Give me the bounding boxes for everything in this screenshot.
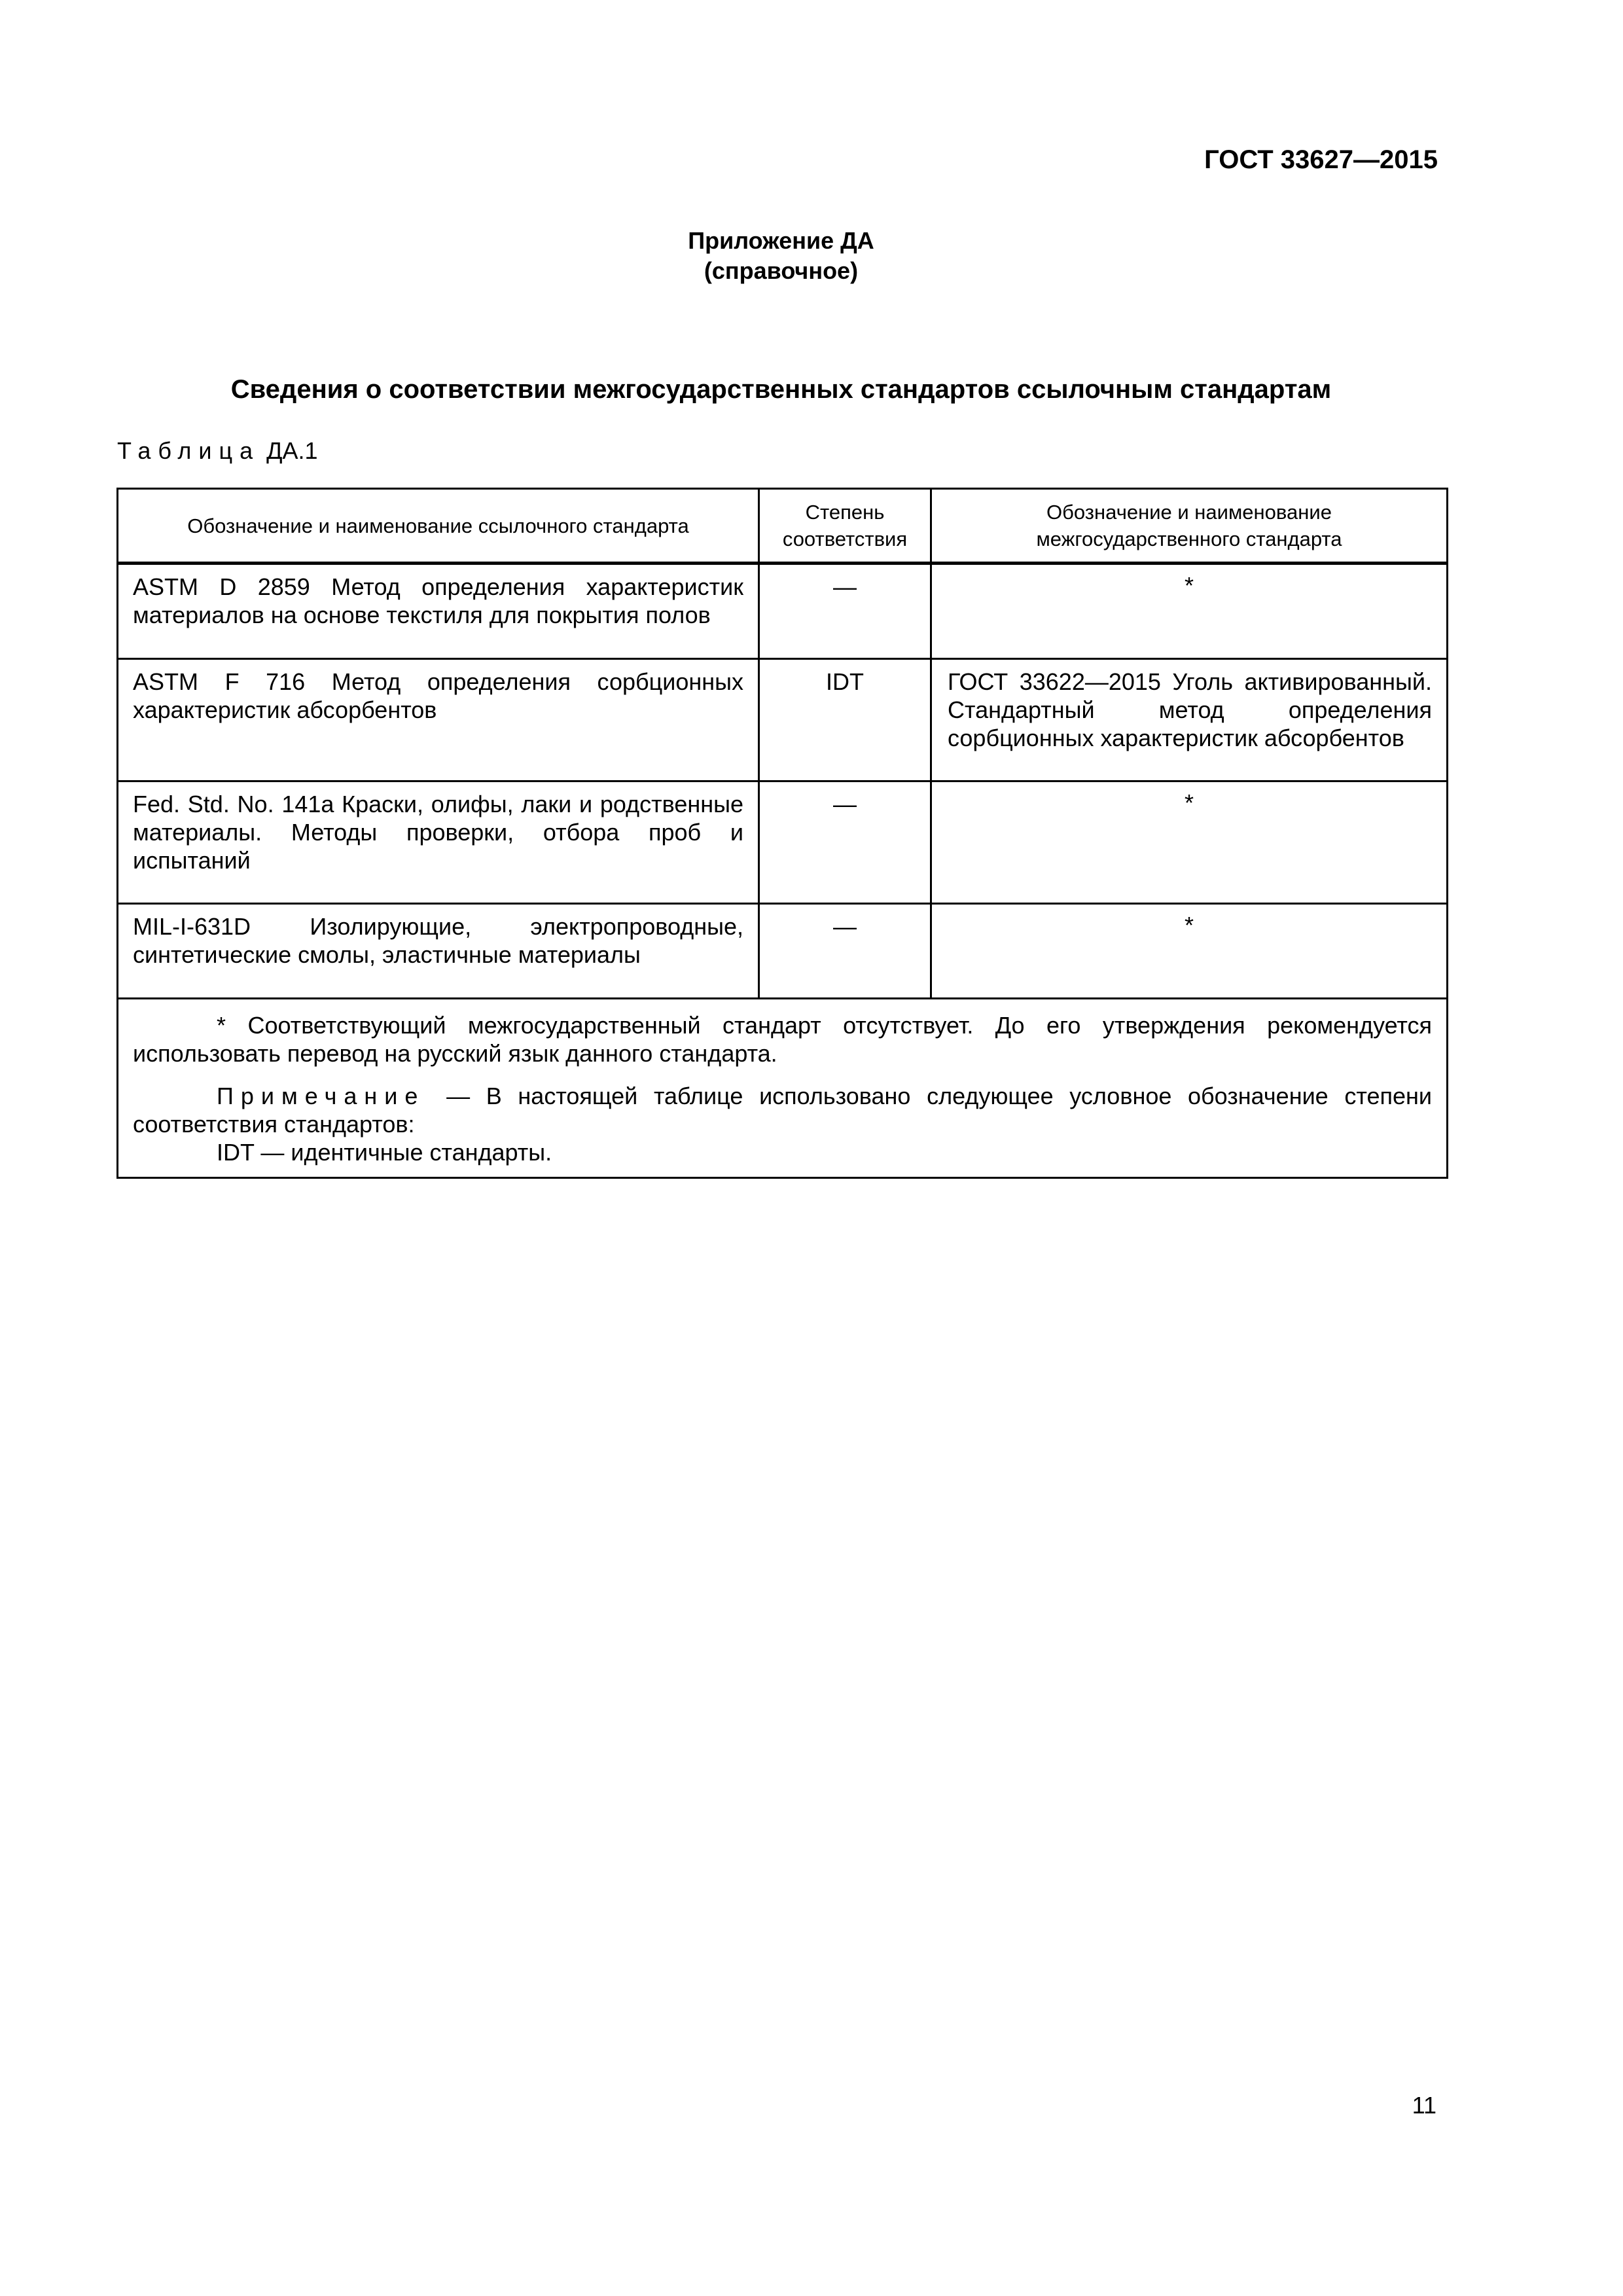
- table-label: [117, 437, 318, 465]
- interstate-standard-cell: *: [931, 781, 1448, 904]
- reference-standard-cell: Fed. Std. No. 141a Краски, олифы, лаки и родственные материалы. Методы проверки, отбора проб и испытаний: [118, 781, 759, 904]
- interstate-standard-cell: ГОСТ 33622—2015 Уголь активированный. Стандартный метод определения сорбционных характеристик абсорбентов: [931, 659, 1448, 781]
- table-note: [133, 1082, 1432, 1138]
- appendix-heading: [0, 226, 1562, 286]
- conformity-degree-cell: —: [759, 904, 931, 999]
- table-row: [118, 659, 1448, 781]
- appendix-subtitle: (справочное): [704, 257, 859, 284]
- table-label-number: ДА.1: [266, 437, 318, 464]
- note-word: Примечание: [217, 1083, 425, 1109]
- reference-standard-cell: MIL-I-631D Изолирующие, электропроводные, синтетические смолы, эластичные материалы: [118, 904, 759, 999]
- reference-standard-cell: ASTM F 716 Метод определения сорбционных характеристик абсорбентов: [118, 659, 759, 781]
- table-row: [118, 904, 1448, 999]
- header-reference-standard: Обозначение и наименование ссылочного стандарта: [118, 489, 759, 564]
- table-header-row: [118, 489, 1448, 564]
- page-number: 11: [1412, 2092, 1436, 2119]
- appendix-title: Приложение ДА: [688, 227, 874, 254]
- interstate-standard-cell: *: [931, 904, 1448, 999]
- header-interstate-standard: Обозначение и наименование межгосударственного стандарта: [931, 489, 1448, 564]
- conformity-degree-cell: IDT: [759, 659, 931, 781]
- table-label-word: Таблица: [117, 437, 260, 464]
- note-item: IDT — идентичные стандарты.: [217, 1139, 552, 1166]
- conformity-table: [116, 488, 1448, 1179]
- section-title: Сведения о соответствии межгосударственных стандартов ссылочным стандартам: [230, 375, 1332, 404]
- table-row: [118, 564, 1448, 659]
- conformity-degree-cell: —: [759, 781, 931, 904]
- header-conformity-degree: Степень соответствия: [759, 489, 931, 564]
- table-row: [118, 781, 1448, 904]
- table-notes-cell: [118, 999, 1448, 1178]
- reference-standard-cell: ASTM D 2859 Метод определения характеристик материалов на основе текстиля для покрытия полов: [118, 564, 759, 659]
- table-footnote: * Соответствующий межгосударственный стандарт отсутствует. До его утверждения рекомендуется использовать перевод на русский язык данного стандарта.: [133, 1012, 1432, 1067]
- document-code: ГОСТ 33627—2015: [1204, 145, 1438, 174]
- table-notes-row: [118, 999, 1448, 1178]
- interstate-standard-cell: *: [931, 564, 1448, 659]
- note-text: — В настоящей таблице использовано следующее условное обозначение степени соответствия стандартов:: [133, 1083, 1432, 1138]
- conformity-degree-cell: —: [759, 564, 931, 659]
